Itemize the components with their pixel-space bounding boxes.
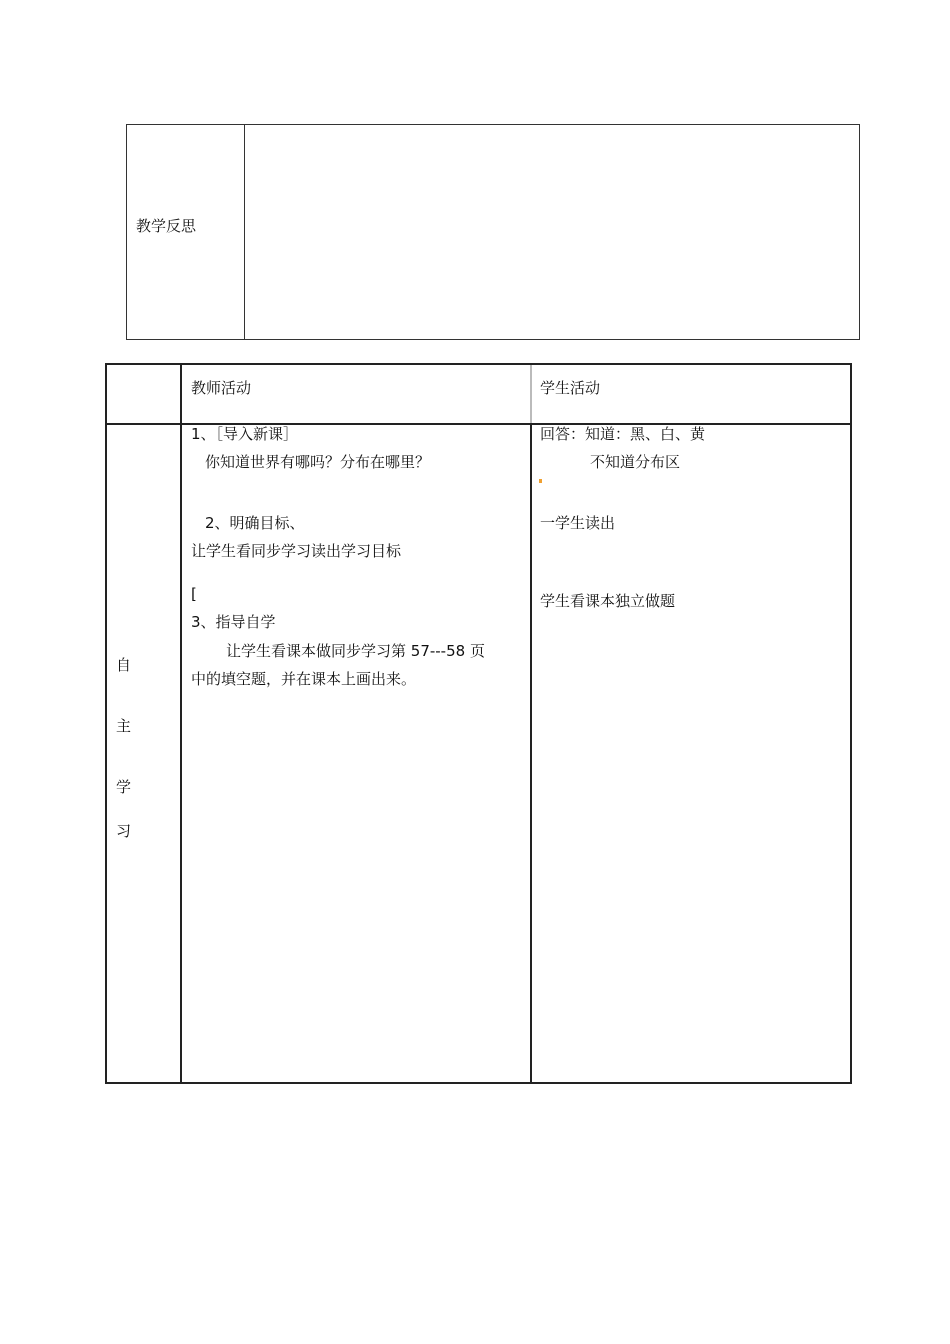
reflection-table: [126, 124, 860, 340]
stray-mark: [539, 479, 542, 483]
student-line: 不知道分布区: [590, 453, 681, 471]
teacher-line: 让学生看课本做同步学习第 57---58 页: [226, 642, 485, 660]
teacher-line: 让学生看同步学习读出学习目标: [191, 542, 402, 560]
section-label-char: 自: [116, 656, 132, 674]
teacher-line: [: [191, 585, 197, 603]
teacher-line: 中的填空题，并在课本上画出来。: [191, 670, 417, 688]
table-divider: [244, 124, 245, 340]
section-label-char: 主: [116, 717, 132, 735]
teacher-line: 2、明确目标、: [205, 514, 305, 532]
column-divider-shade: [530, 365, 532, 423]
teacher-line: 1、［导入新课］: [191, 425, 299, 443]
reflection-label: 教学反思: [136, 217, 197, 235]
student-line: 一学生读出: [540, 514, 616, 532]
teacher-line: 你知道世界有哪吗？分布在哪里？: [205, 453, 431, 471]
student-line: 回答：知道：黑、白、黄: [540, 425, 706, 443]
teacher-line: 3、指导自学: [191, 613, 276, 631]
column-divider: [180, 363, 182, 1084]
section-label-char: 学: [116, 778, 132, 796]
section-label-char: 习: [116, 822, 132, 840]
header-student-activity: 学生活动: [540, 379, 601, 397]
student-line: 学生看课本独立做题: [540, 592, 676, 610]
column-divider: [530, 363, 532, 1084]
header-teacher-activity: 教师活动: [191, 379, 252, 397]
